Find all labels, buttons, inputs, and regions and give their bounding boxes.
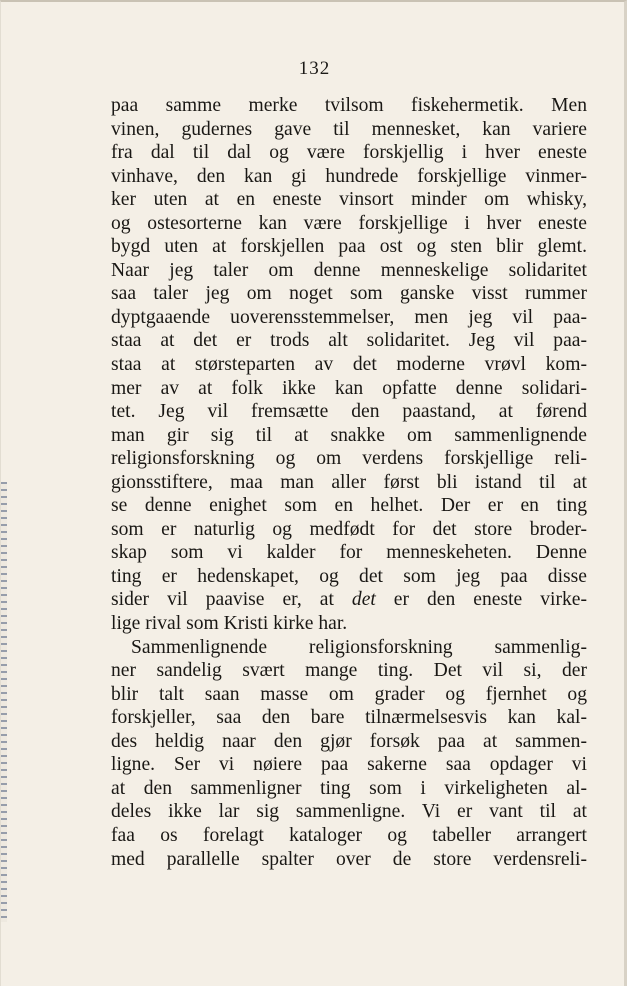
body-text	[111, 94, 587, 871]
text-line: og ostesorterne kan være forskjellige i hver eneste	[111, 212, 587, 234]
text-line: bygd uten at forskjellen paa ost og sten blir glemt.	[111, 236, 587, 258]
page-number: 132	[298, 58, 331, 79]
text-line: deles ikke lar sig sammenligne. Vi er vant til at	[111, 801, 587, 823]
text-line: Sammenlignende religionsforskning sammenlig-	[131, 636, 587, 658]
text-line: staa at størsteparten av det moderne vrøvl kom-	[111, 354, 587, 376]
text-line: tet. Jeg vil fremsætte den paastand, at førend	[111, 401, 587, 423]
text-line: ner sandelig svært mange ting. Det vil si, der	[111, 660, 587, 682]
text-line	[111, 588, 587, 612]
text-line: ligne. Ser vi nøiere paa sakerne saa opdager vi	[111, 754, 587, 776]
text-line: faa os forelagt kataloger og tabeller arrangert	[111, 824, 587, 846]
text-line: blir talt saan masse om grader og fjernhet og	[111, 683, 587, 705]
text-line: ker uten at en eneste vinsort minder om whisky,	[111, 189, 587, 211]
text-line: paa samme merke tvilsom fiskehermetik. Men	[111, 95, 587, 116]
text-line: fra dal til dal og være forskjellig i hver eneste	[111, 142, 587, 164]
text-line: staa at det er trods alt solidaritet. Jeg vil paa-	[111, 330, 587, 352]
text-line: mer av at folk ikke kan opfatte denne solidari-	[111, 377, 587, 399]
text-line: Naar jeg taler om denne menneskelige solidaritet	[111, 259, 587, 281]
text-span: sider vil paavise er, at	[111, 589, 352, 611]
text-line: gionsstiftere, maa man aller først bli istand til at	[111, 471, 587, 493]
text-line: saa taler jeg om noget som ganske visst rummer	[111, 283, 587, 305]
text-line: man gir sig til at snakke om sammenlignende	[111, 424, 587, 446]
binding-edge	[1, 482, 7, 922]
text-line: dyptgaaende uoverensstemmelser, men jeg vil paa-	[111, 306, 587, 328]
text-line: at den sammenligner ting som i virkeligheten al-	[111, 777, 587, 799]
text-line: des heldig naar den gjør forsøk paa at sammen-	[111, 730, 587, 752]
text-line: vinen, gudernes gave til mennesket, kan variere	[111, 118, 587, 140]
text-line: med parallelle spalter over de store verdensreli-	[111, 848, 587, 870]
text-line: lige rival som Kristi kirke har.	[111, 613, 348, 635]
emphasized-word: det	[351, 589, 376, 611]
text-span: er den eneste virke-	[375, 589, 587, 611]
text-line: skap som vi kalder for menneskeheten. Denne	[111, 542, 587, 564]
text-line: religionsforskning og om verdens forskjellige reli-	[111, 448, 587, 470]
text-line: som er naturlig og medfødt for det store broder-	[111, 518, 587, 540]
text-line: se denne enighet som en helhet. Der er en ting	[111, 495, 587, 517]
text-line: ting er hedenskapet, og det som jeg paa disse	[111, 565, 587, 587]
text-line: forskjeller, saa den bare tilnærmelsesvis kan kal-	[111, 707, 587, 729]
text-line: vinhave, den kan gi hundrede forskjellige vinmer-	[111, 165, 587, 187]
